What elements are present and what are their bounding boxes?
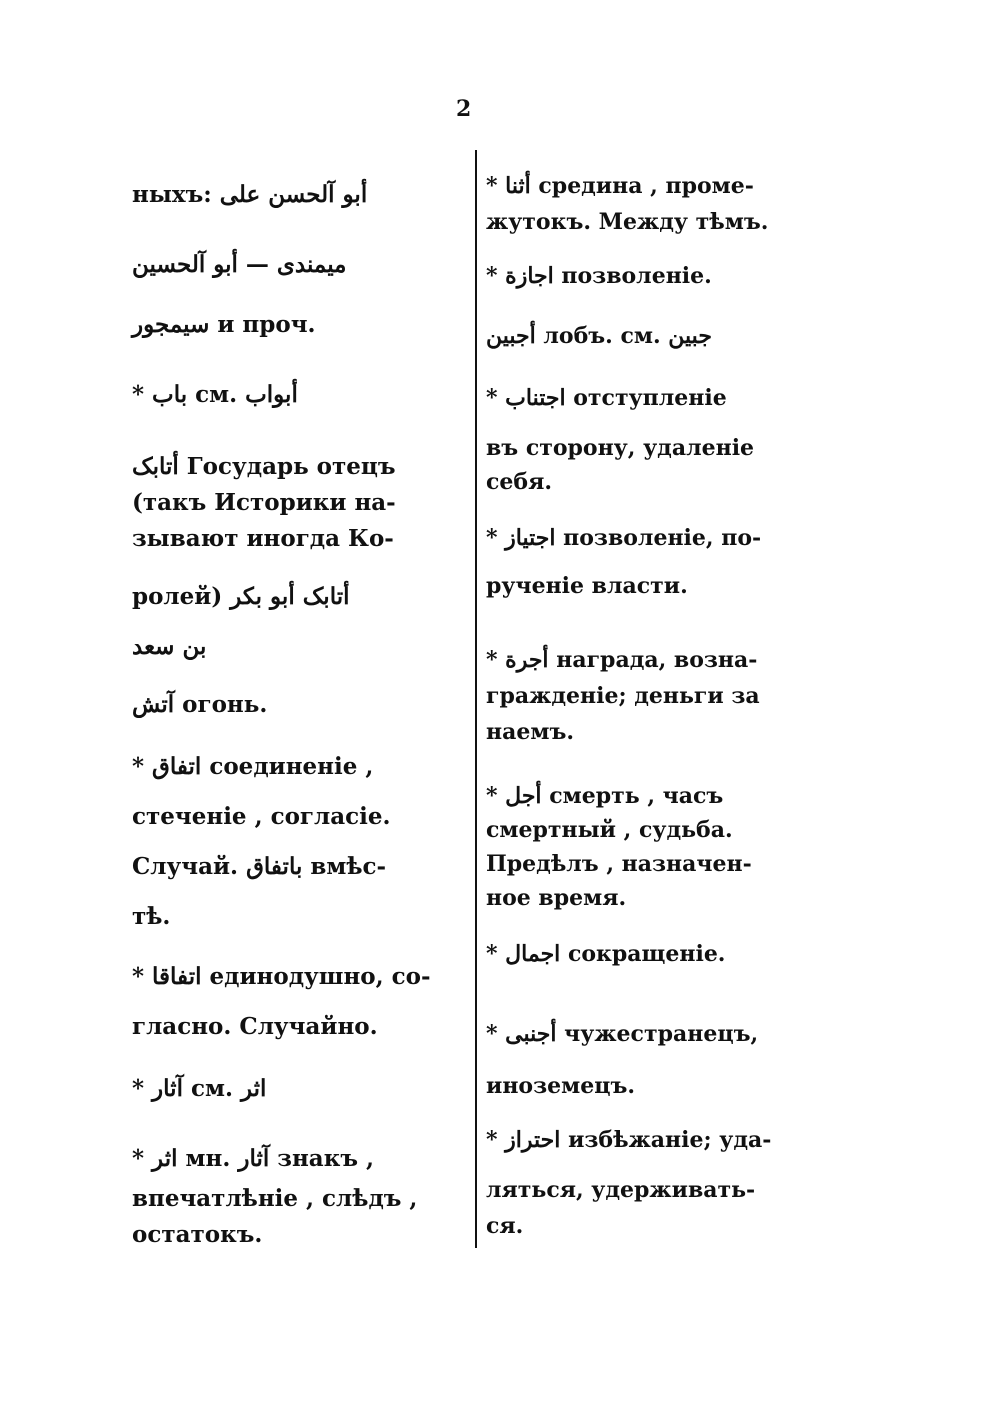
dictionary-line: тѣ. [132,903,171,930]
dictionary-line: себя. [486,469,552,495]
page-number: 2 [456,96,472,122]
dictionary-line: * اجتياز позволеніе, по- [486,525,762,551]
dictionary-line: بن سعد [132,633,207,660]
dictionary-line: рученіе власти. [486,573,688,599]
dictionary-line: * اتفاق соединеніе , [132,753,374,780]
dictionary-line: سیمجور и проч. [132,311,316,338]
dictionary-line: зывают иногда Ко- [132,525,394,552]
dictionary-line: * اجازة позволеніе. [486,263,712,289]
dictionary-line: * أثنا средина , проме- [486,173,754,199]
dictionary-line: * أجرة награда, возна- [486,647,758,673]
dictionary-line: смертный , судьба. [486,817,733,843]
dictionary-line: ляться, удерживать- [486,1177,756,1203]
column-divider [475,150,477,1248]
dictionary-line: ся. [486,1213,524,1239]
dictionary-line: * اثر мн. آثار знакъ , [132,1145,374,1172]
dictionary-line: жутокъ. Между тѣмъ. [486,209,769,235]
dictionary-line: میمندی — أبو آلحسین [132,251,347,278]
dictionary-line: Случай. باتفاق вмѣс- [132,853,387,880]
dictionary-line: Предѣлъ , назначен- [486,851,752,877]
dictionary-line: * آثار см. اثر [132,1075,267,1102]
dictionary-line: * باب см. أبواب [132,381,298,408]
dictionary-line: въ сторону, удаленіе [486,435,755,461]
dictionary-line: * اتفاقا единодушно, со- [132,963,431,990]
dictionary-line: ное время. [486,885,627,911]
dictionary-line: أتابک Государь отецъ [132,453,396,480]
dictionary-line: (такъ Историки на- [132,489,396,516]
dictionary-line: иноземецъ. [486,1073,636,1099]
dictionary-line: ролей) أتابک أبو بکر [132,583,350,610]
dictionary-line: впечатлѣніе , слѣдъ , [132,1185,418,1212]
dictionary-line: * اجتناب отступленіе [486,385,727,411]
dictionary-line: гражденіе; деньги за [486,683,760,709]
dictionary-line: стеченіе , согласіе. [132,803,391,830]
dictionary-line: ныхъ: أبو آلحسن علی [132,181,368,208]
dictionary-line: * أجنبى чужестранецъ, [486,1021,759,1047]
dictionary-line: наемъ. [486,719,574,745]
dictionary-line: * أجل смерть , часъ [486,783,724,809]
dictionary-line: * اجمال сокращеніе. [486,941,726,967]
dictionary-line: гласно. Случайно. [132,1013,378,1040]
dictionary-line: آتش огонь. [132,691,268,718]
dictionary-line: أجبين лобъ. см. جبين [486,323,712,349]
dictionary-line: * احتراز избѣжаніе; уда- [486,1127,772,1153]
dictionary-line: остатокъ. [132,1221,263,1248]
